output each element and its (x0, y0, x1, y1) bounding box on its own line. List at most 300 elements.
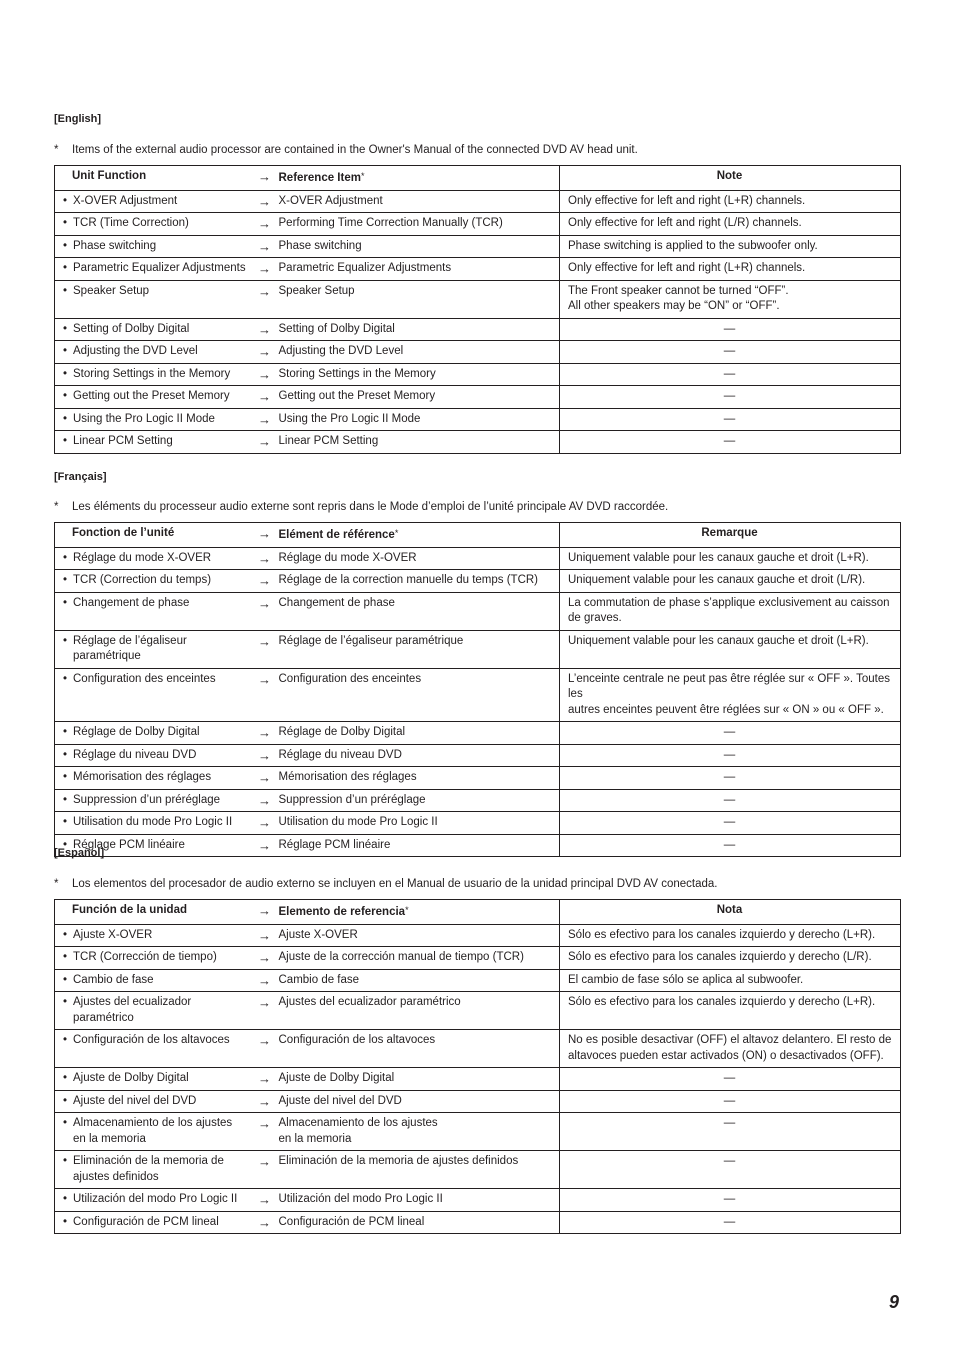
unit-function-text (73, 1192, 253, 1208)
cell-line: Parametric Equalizer Adjustments (278, 262, 452, 274)
reference-item (277, 281, 560, 303)
unit-function (55, 281, 253, 303)
section-note (54, 877, 717, 891)
bullet-icon: • (63, 435, 68, 447)
bullet-icon: • (63, 726, 68, 738)
table-row (55, 1068, 901, 1091)
unit-function-cell (55, 1113, 253, 1151)
cell-line: Only effective for left and right (L+R) channels. (568, 194, 806, 207)
asterisk-icon: * (360, 171, 365, 181)
cell-line: Ajuste del nivel del DVD (278, 1094, 402, 1107)
note-text (560, 1091, 900, 1113)
arrow-cell (253, 190, 277, 213)
bullet-icon: • (63, 928, 68, 941)
table-row (55, 547, 901, 570)
cell-line: Using the Pro Logic II Mode (278, 412, 421, 425)
unit-function-cell (55, 547, 253, 570)
unit-function-text (73, 973, 253, 989)
arrow-icon: → (258, 526, 271, 541)
cell-line: en la memoria (278, 1132, 352, 1145)
cell-line: Storing Settings in the Memory (278, 367, 436, 380)
bullet-icon: • (63, 1155, 68, 1167)
cell-line: Suppression d’un préréglage (73, 793, 221, 806)
table-header-row (55, 166, 901, 191)
note-cell (560, 969, 901, 992)
table-row (55, 924, 901, 947)
header-arrow (253, 900, 277, 925)
reference-item (277, 790, 560, 812)
arrow-icon: → (258, 283, 271, 299)
table-row (55, 1090, 901, 1113)
unit-function (55, 341, 253, 363)
arrow-icon: → (258, 216, 271, 231)
bullet-icon: • (63, 596, 68, 609)
cell-line: Utilisation du mode Pro Logic II (278, 816, 438, 828)
note-text (560, 1189, 900, 1211)
unit-function (55, 1189, 253, 1211)
unit-function-cell (55, 767, 253, 790)
unit-function (55, 745, 253, 767)
function-table (54, 899, 901, 1234)
cell-line: ajustes definidos (73, 1170, 159, 1183)
table-row (55, 386, 901, 409)
arrow-cell (253, 1189, 277, 1212)
unit-function-text (73, 389, 253, 405)
table-row (55, 431, 901, 454)
arrow-cell (253, 213, 277, 236)
cell-line: X-OVER Adjustment (278, 194, 383, 207)
arrow-icon: → (258, 1116, 271, 1131)
asterisk-icon: * (394, 528, 399, 538)
cell-line: Ajuste X-OVER (278, 928, 358, 941)
bullet-icon: • (63, 672, 68, 685)
bullet-icon: • (63, 194, 68, 207)
unit-function (55, 790, 253, 812)
cell-line: Ajuste de la corrección manual de tiempo (TCR) (278, 951, 524, 963)
table-row (55, 318, 901, 341)
reference-item (277, 992, 560, 1014)
note-cell (560, 834, 901, 857)
cell-line: L’enceinte centrale ne peut pas être réglée sur « OFF ». Toutes les (568, 672, 890, 700)
table-row (55, 1113, 901, 1151)
header-unit-function (55, 900, 253, 925)
arrow-cell (253, 668, 277, 722)
unit-function-text (73, 995, 253, 1026)
cell-line: El cambio de fase sólo se aplica al subwoofer. (568, 973, 804, 986)
arrow-cell (253, 1068, 277, 1091)
cell-line: Mémorisation des réglages (278, 771, 417, 783)
note-text (560, 409, 900, 431)
arrow-cell (253, 947, 277, 970)
header-label: Remarque (701, 527, 758, 539)
table-row (55, 630, 901, 668)
note-cell (560, 630, 901, 668)
note-text (560, 1113, 900, 1135)
table-row (55, 1030, 901, 1068)
cell-line: Réglage de la correction manuelle du temps (TCR) (278, 574, 539, 586)
asterisk-icon: * (54, 878, 59, 890)
cell-line: Speaker Setup (73, 284, 150, 297)
note-text (560, 593, 900, 630)
cell-line: Phase switching (73, 239, 157, 252)
cell-line: Suppression d’un préréglage (278, 793, 426, 806)
note-text (560, 213, 900, 235)
unit-function-cell (55, 341, 253, 364)
bullet-icon: • (63, 996, 68, 1008)
unit-function (55, 669, 253, 691)
cell-line: Ajuste X-OVER (73, 928, 153, 941)
reference-item-cell (277, 630, 560, 668)
reference-item-cell (277, 812, 560, 835)
unit-function (55, 812, 253, 834)
cell-line: — (723, 390, 736, 402)
note-text (560, 281, 900, 318)
unit-function-cell (55, 1030, 253, 1068)
cell-line: Réglage de Dolby Digital (278, 726, 406, 738)
cell-line: Réglage du niveau DVD (278, 748, 402, 761)
header-reference-item (277, 523, 560, 548)
cell-line: Ajuste de Dolby Digital (278, 1072, 395, 1084)
unit-function (55, 631, 253, 668)
arrow-icon: → (258, 1154, 271, 1169)
cell-line: Configuración de PCM lineal (73, 1215, 219, 1228)
cell-line: Storing Settings in the Memory (73, 367, 231, 380)
arrow-icon: → (258, 995, 271, 1010)
table-row (55, 190, 901, 213)
note-text (560, 1151, 900, 1173)
cell-line: Configuration des enceintes (278, 672, 422, 685)
unit-function-text (73, 344, 253, 360)
arrow-icon: → (258, 927, 271, 943)
unit-function-cell (55, 992, 253, 1030)
note-cell (560, 924, 901, 947)
bullet-icon: • (63, 412, 68, 425)
unit-function-cell (55, 947, 253, 970)
cell-line: Réglage de Dolby Digital (73, 726, 200, 738)
unit-function-text (73, 367, 253, 383)
cell-line: Ajuste de Dolby Digital (73, 1072, 189, 1084)
table-header-row (55, 523, 901, 548)
unit-function (55, 970, 253, 992)
reference-item-cell (277, 1030, 560, 1068)
cell-line: altavoces pueden estar activados (ON) o desactivados (OFF). (568, 1049, 884, 1062)
note-text (560, 992, 900, 1014)
unit-function (55, 947, 253, 969)
note-cell (560, 235, 901, 258)
bullet-icon: • (63, 367, 68, 380)
header-label: Elemento de referencia (278, 906, 406, 918)
cell-line: autres enceintes peuvent être réglées sur « ON » ou « OFF ». (568, 703, 884, 716)
bullet-icon: • (63, 1215, 68, 1228)
reference-item (277, 745, 560, 767)
reference-item-cell (277, 1068, 560, 1091)
cell-line: Réglage du niveau DVD (73, 748, 197, 761)
note-cell (560, 1068, 901, 1091)
cell-line: Eliminación de la memoria de (73, 1155, 224, 1167)
reference-item-cell (277, 1189, 560, 1212)
bullet-icon: • (63, 322, 68, 335)
cell-line: — (723, 435, 736, 447)
unit-function-cell (55, 969, 253, 992)
unit-function (55, 319, 253, 341)
reference-item (277, 1189, 560, 1211)
arrow-cell (253, 258, 277, 281)
section-note (54, 143, 638, 157)
note-cell (560, 341, 901, 364)
reference-item-cell (277, 722, 560, 745)
note-cell (560, 812, 901, 835)
note-text (560, 1212, 900, 1234)
arrow-cell (253, 992, 277, 1030)
reference-item (277, 593, 560, 615)
table-row (55, 668, 901, 722)
note-cell (560, 570, 901, 593)
bullet-icon: • (63, 1193, 68, 1205)
note-cell (560, 789, 901, 812)
reference-item-cell (277, 1151, 560, 1189)
unit-function-text (73, 194, 253, 210)
note-cell (560, 1189, 901, 1212)
unit-function-cell (55, 812, 253, 835)
unit-function-text (73, 261, 253, 277)
cell-line: Réglage PCM linéaire (73, 838, 185, 851)
note-cell (560, 1113, 901, 1151)
note-cell (560, 1151, 901, 1189)
bullet-icon: • (63, 1094, 68, 1107)
note-text (560, 386, 900, 408)
note-cell (560, 1211, 901, 1234)
reference-item-cell (277, 213, 560, 236)
unit-function (55, 409, 253, 431)
unit-function-text (73, 1071, 253, 1087)
reference-item-cell (277, 547, 560, 570)
cell-line: Uniquement valable pour les canaux gauche et droit (L+R). (568, 634, 869, 647)
table-row (55, 258, 901, 281)
table-row (55, 947, 901, 970)
unit-function-text (73, 793, 253, 809)
unit-function-text (73, 1154, 253, 1185)
table-row (55, 1189, 901, 1212)
table-row (55, 592, 901, 630)
table-row (55, 570, 901, 593)
arrow-icon: → (258, 633, 271, 649)
cell-line: Speaker Setup (278, 284, 355, 297)
reference-item (277, 669, 560, 691)
cell-line: Configuración de PCM lineal (278, 1215, 425, 1228)
header-reference-item (277, 166, 560, 191)
cell-line: Setting of Dolby Digital (278, 322, 395, 335)
cell-line: Utilización del modo Pro Logic II (73, 1193, 238, 1205)
reference-item-cell (277, 235, 560, 258)
arrow-icon: → (258, 747, 271, 763)
note-text (560, 319, 900, 341)
cell-line: Getting out the Preset Memory (73, 390, 230, 402)
note-cell (560, 386, 901, 409)
note-text (560, 722, 900, 744)
unit-function-text (73, 1215, 253, 1231)
header-label: Reference Item (278, 172, 361, 184)
cell-line: Setting of Dolby Digital (73, 322, 190, 335)
cell-line: — (723, 1072, 736, 1084)
unit-function (55, 1068, 253, 1090)
unit-function (55, 570, 253, 592)
bullet-icon: • (63, 951, 68, 963)
reference-item (277, 1113, 560, 1150)
bullet-icon: • (63, 838, 68, 851)
note-text (560, 745, 900, 767)
reference-item-cell (277, 992, 560, 1030)
cell-line: Réglage PCM linéaire (278, 838, 391, 851)
reference-item-cell (277, 744, 560, 767)
note-text (560, 947, 900, 969)
note-text (560, 669, 900, 722)
unit-function-cell (55, 213, 253, 236)
header-label: Note (716, 170, 743, 182)
unit-function-cell (55, 668, 253, 722)
cell-line: — (723, 748, 736, 761)
cell-line: — (723, 726, 736, 738)
reference-item-cell (277, 924, 560, 947)
note-cell (560, 431, 901, 454)
unit-function-text (73, 1116, 253, 1147)
unit-function-cell (55, 318, 253, 341)
unit-function-text (73, 551, 253, 567)
cell-line: Ajustes del ecualizador paramétrico (73, 996, 192, 1024)
cell-line: — (723, 771, 736, 783)
unit-function-cell (55, 280, 253, 318)
unit-function (55, 213, 253, 235)
note-cell (560, 668, 901, 722)
table-row (55, 408, 901, 431)
arrow-icon: → (258, 238, 271, 254)
cell-line: Ajustes del ecualizador paramétrico (278, 996, 461, 1008)
section-title: [English] (54, 113, 102, 125)
reference-item-cell (277, 190, 560, 213)
bullet-icon: • (63, 1034, 68, 1046)
unit-function-cell (55, 722, 253, 745)
unit-function (55, 1091, 253, 1113)
cell-line: — (723, 1155, 736, 1167)
note-text (560, 925, 900, 947)
bullet-icon: • (63, 634, 68, 647)
arrow-icon: → (258, 366, 271, 382)
arrow-cell (253, 408, 277, 431)
unit-function-text (73, 725, 253, 741)
reference-item (277, 431, 560, 453)
unit-function-text (73, 634, 253, 665)
note-cell (560, 722, 901, 745)
header-label-wrap (277, 166, 560, 190)
unit-function-text (73, 322, 253, 338)
cell-line: Phase switching is applied to the subwoofer only. (568, 239, 818, 252)
reference-item (277, 213, 560, 235)
reference-item-cell (277, 408, 560, 431)
bullet-icon: • (63, 793, 68, 806)
reference-item (277, 722, 560, 744)
unit-function (55, 593, 253, 615)
arrow-cell (253, 767, 277, 790)
table-row (55, 969, 901, 992)
unit-function-cell (55, 924, 253, 947)
table-row (55, 213, 901, 236)
cell-line: Configuración de los altavoces (73, 1034, 230, 1046)
arrow-icon: → (258, 950, 271, 965)
reference-item (277, 947, 560, 969)
cell-line: de graves. (568, 612, 622, 624)
unit-function (55, 386, 253, 408)
reference-item-cell (277, 969, 560, 992)
note-text (560, 812, 900, 834)
bullet-icon: • (63, 345, 68, 357)
unit-function (55, 258, 253, 280)
cell-line: Eliminación de la memoria de ajustes definidos (278, 1155, 519, 1167)
table-row (55, 280, 901, 318)
table-row (55, 1151, 901, 1189)
cell-line: Utilisation du mode Pro Logic II (73, 816, 233, 828)
note-text (560, 258, 900, 280)
unit-function-text (73, 412, 253, 428)
cell-line: Almacenamiento de los ajustes (278, 1117, 438, 1129)
bullet-icon: • (63, 390, 68, 402)
header-label: Función de la unidad (72, 904, 187, 916)
note-cell (560, 547, 901, 570)
cell-line: Réglage de l’égaliseur paramétrique (278, 634, 464, 647)
cell-line: Phase switching (278, 239, 362, 252)
arrow-cell (253, 363, 277, 386)
note-cell (560, 258, 901, 281)
note-cell (560, 318, 901, 341)
reference-item (277, 570, 560, 592)
arrow-icon: → (258, 837, 271, 853)
reference-item-cell (277, 1113, 560, 1151)
table-row (55, 363, 901, 386)
arrow-cell (253, 431, 277, 454)
arrow-icon: → (258, 321, 271, 337)
arrow-icon: → (258, 903, 271, 918)
asterisk-icon: * (54, 501, 59, 513)
table-row (55, 834, 901, 857)
table-row (55, 722, 901, 745)
header-note (560, 523, 901, 548)
arrow-icon: → (258, 1093, 271, 1109)
cell-line: Linear PCM Setting (278, 435, 379, 447)
note-cell (560, 744, 901, 767)
reference-item-cell (277, 1211, 560, 1234)
unit-function-text (73, 284, 253, 300)
note-text (560, 236, 900, 258)
arrow-icon: → (258, 671, 271, 687)
note-text (560, 970, 900, 992)
note-text (560, 364, 900, 386)
note-text (560, 570, 900, 592)
arrow-icon: → (258, 1214, 271, 1230)
cell-line: — (723, 345, 736, 357)
section-title: [Español] (54, 847, 105, 859)
reference-item (277, 1068, 560, 1090)
arrow-cell (253, 570, 277, 593)
arrow-icon: → (258, 261, 271, 276)
section-note (54, 500, 668, 514)
section-title: [Français] (54, 471, 107, 483)
bullet-icon: • (63, 262, 68, 274)
reference-item-cell (277, 1090, 560, 1113)
cell-line: Adjusting the DVD Level (278, 345, 404, 357)
reference-item-cell (277, 947, 560, 970)
table-header-row (55, 900, 901, 925)
bullet-icon: • (63, 1072, 68, 1084)
unit-function-text (73, 928, 253, 944)
reference-item-cell (277, 789, 560, 812)
